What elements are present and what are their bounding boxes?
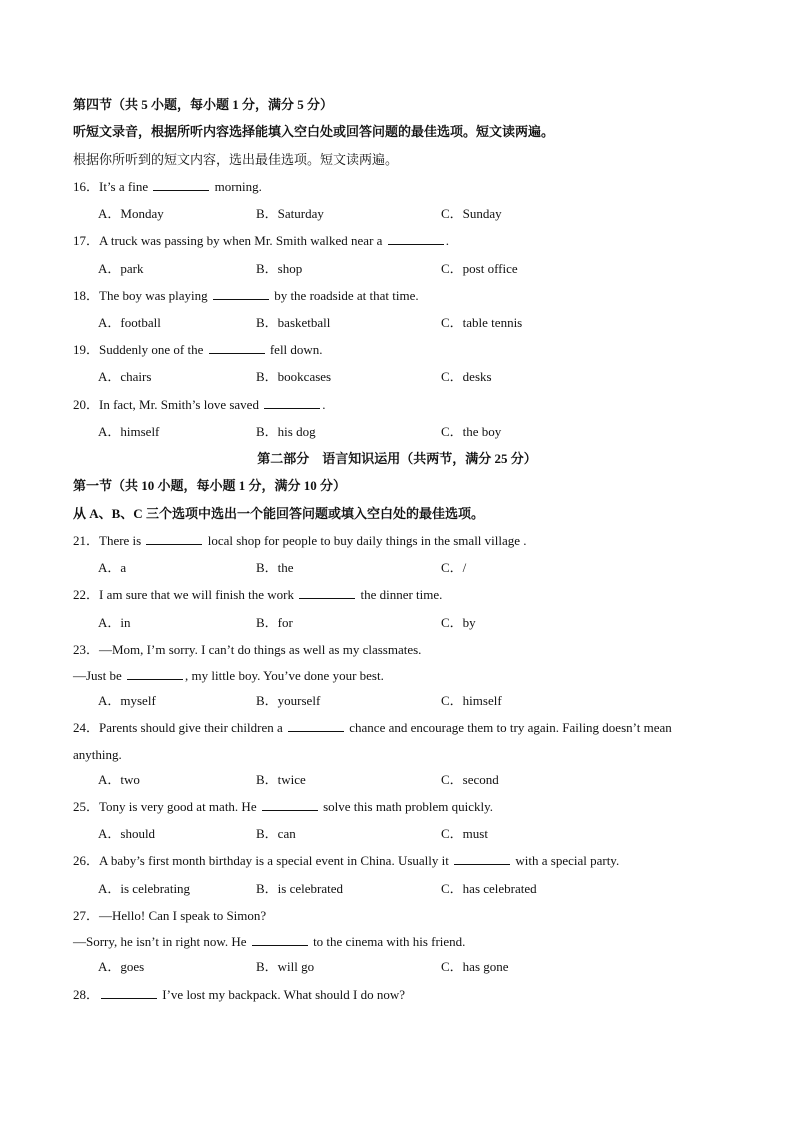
question-20 [73,396,325,414]
question-stem: 22．I am sure that we will finish the work [73,587,294,602]
option-a: A．myself [98,693,156,708]
question-21 [73,532,527,550]
question-stem: —Just be [73,668,122,683]
option-b: B．twice [256,772,306,787]
question-stem: 21．There is [73,533,142,548]
question-24-cont: anything. [73,747,122,762]
section4-subinstruction: 根据你所听到的短文内容，选出最佳选项。短文读两遍。 [73,152,399,167]
option-a: A．himself [98,424,160,439]
option-b: B．Saturday [256,206,324,221]
question-stem: 19．Suddenly one of the [73,342,204,357]
option-b: B．can [256,826,296,841]
section4-title: 第四节（共 5 小题，每小题 1 分，满分 5 分） [73,97,334,112]
question-16 [73,178,262,196]
question-19 [73,341,323,359]
option-c: C．has gone [441,959,509,974]
option-b: B．his dog [256,424,316,439]
question-23-reply [73,667,384,685]
option-a: A．should [98,826,156,841]
option-b: B．will go [256,959,315,974]
question-25 [73,798,493,816]
question-24 [73,719,672,737]
answer-blank [153,178,209,191]
answer-blank [388,232,444,245]
option-c: C．table tennis [441,315,523,330]
section1-title: 第一节（共 10 小题，每小题 1 分，满分 10 分） [73,478,347,493]
question-stem: 26．A baby’s first month birthday is a special event in China. Usually it [73,853,449,868]
option-c: C．the boy [441,424,502,439]
option-c: C．himself [441,693,502,708]
question-stem: 20．In fact, Mr. Smith’s love saved [73,397,259,412]
question-stem-end: by the roadside at that time. [274,288,419,303]
option-c: C．second [441,772,499,787]
question-27-reply [73,933,465,951]
question-stem-end: . [445,233,449,248]
option-b: B．for [256,615,293,630]
answer-blank [213,287,269,300]
answer-blank [262,798,318,811]
answer-blank [209,341,265,354]
question-stem-end: solve this math problem quickly. [323,799,494,814]
answer-blank [127,667,183,680]
question-stem: 25．Tony is very good at math. He [73,799,257,814]
section4-instruction: 听短文录音，根据所听内容选择能填入空白处或回答问题的最佳选项。短文读两遍。 [73,124,555,139]
question-28 [73,986,405,1004]
option-b: B．bookcases [256,369,332,384]
question-26 [73,852,619,870]
answer-blank [146,532,202,545]
question-stem: 16．It’s a fine [73,179,149,194]
option-c: C．must [441,826,488,841]
option-a: A．park [98,261,144,276]
question-stem: 17．A truck was passing by when Mr. Smith walked near a [73,233,383,248]
section1-instruction: 从 A、B、C 三个选项中选出一个能回答问题或填入空白处的最佳选项。 [73,506,484,521]
question-stem-end: to the cinema with his friend. [313,934,466,949]
option-a: A．chairs [98,369,152,384]
answer-blank [101,986,157,999]
option-c: C．desks [441,369,492,384]
question-stem-end: chance and encourage them to try again. Failing doesn’t mean [349,720,672,735]
answer-blank [299,586,355,599]
question-stem-end: fell down. [269,342,323,357]
question-stem: 18．The boy was playing [73,288,208,303]
option-b: B．shop [256,261,303,276]
answer-blank [288,719,344,732]
option-b: B．is celebrated [256,881,343,896]
question-stem: 28． [73,987,100,1002]
option-c: C．Sunday [441,206,502,221]
option-a: A．football [98,315,161,330]
question-stem-end: with a special party. [515,853,620,868]
option-a: A．in [98,615,131,630]
answer-blank [264,396,320,409]
question-stem-end: local shop for people to buy daily things in the small village . [207,533,527,548]
option-a: A．two [98,772,140,787]
question-stem-end: I’ve lost my backpack. What should I do now? [162,987,405,1002]
question-18 [73,287,419,305]
option-a: A．Monday [98,206,164,221]
question-stem-end: morning. [214,179,262,194]
question-stem: —Sorry, he isn’t in right now. He [73,934,247,949]
option-b: B．the [256,560,294,575]
part2-title: 第二部分 语言知识运用（共两节，满分 25 分） [257,451,537,466]
option-c: C．by [441,615,476,630]
answer-blank [252,933,308,946]
question-stem-end: the dinner time. [360,587,443,602]
question-stem-end: . [322,397,326,412]
option-b: B．yourself [256,693,321,708]
option-a: A．goes [98,959,145,974]
question-23: 23．—Mom, I’m sorry. I can’t do things as well as my classmates. [73,642,422,657]
question-stem-end: , my little boy. You’ve done your best. [185,668,384,683]
option-a: A．a [98,560,127,575]
question-27: 27．—Hello! Can I speak to Simon? [73,908,267,923]
option-c: C．has celebrated [441,881,537,896]
question-22 [73,586,442,604]
question-17 [73,232,449,250]
question-stem: 24．Parents should give their children a [73,720,283,735]
option-c: C．post office [441,261,518,276]
answer-blank [454,852,510,865]
option-b: B．basketball [256,315,331,330]
option-a: A．is celebrating [98,881,191,896]
option-c: C．/ [441,560,467,575]
